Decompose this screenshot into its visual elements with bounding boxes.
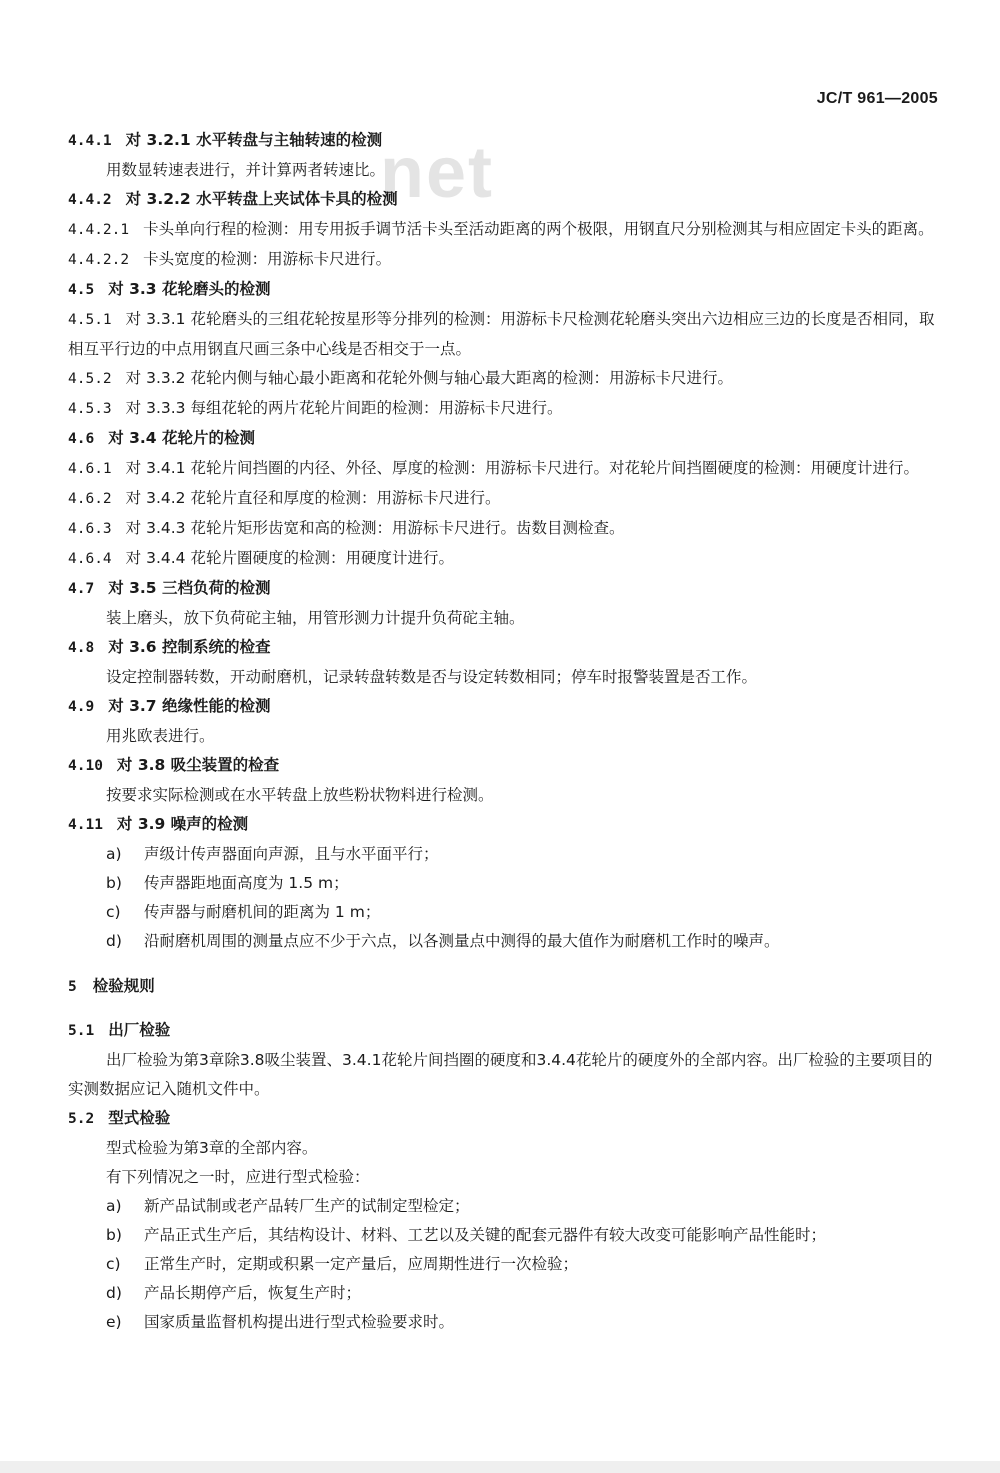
- clause-text: 对 3.4.1 花轮片间挡圈的内径、外径、厚度的检测：用游标卡尺进行。对花轮片间挡圈硬度的检测：用硬度计进行。: [125, 459, 919, 477]
- list-text: 传声器与耐磨机间的距离为 1 m；: [144, 903, 381, 921]
- clause-title: 对 3.3 花轮磨头的检测: [108, 280, 271, 298]
- clause-heading: [68, 751, 942, 781]
- standard-code: JC/T 961—2005: [816, 90, 938, 107]
- clause-text: 出厂检验的主要项目的实测数据应记入随机文件中。: [68, 1051, 933, 1098]
- clause-title: 对 3.2.1 水平转盘与主轴转速的检测: [125, 131, 383, 149]
- watermark: net: [380, 133, 494, 213]
- document-body: [68, 126, 942, 1337]
- clause-number: 4.5: [68, 282, 95, 298]
- clause-text: 出厂检验为第3章除3.8吸尘装置、3.4.1花轮片间挡圈的硬度和3.4.4花轮片的硬度外的全部内容。: [106, 1051, 778, 1069]
- clause-heading: [68, 1016, 942, 1046]
- clause-number: 5.2: [68, 1111, 95, 1127]
- list-label: e): [106, 1313, 122, 1331]
- clause-heading: [68, 633, 942, 663]
- clause-number: 4.6.1: [68, 461, 112, 477]
- clause-number: 4.4.2.1: [68, 222, 130, 238]
- clause-number: 4.5.2: [68, 371, 112, 387]
- list-item: [68, 1250, 942, 1279]
- clause-text: 卡头宽度的检测：用游标卡尺进行。: [143, 250, 392, 268]
- clause-text: 对 3.3.2 花轮内侧与轴心最小距离和花轮外侧与轴心最大距离的检测：用游标卡尺进行。: [125, 369, 733, 387]
- clause-paragraph: [68, 305, 942, 364]
- clause-title: 对 3.8 吸尘装置的检查: [116, 756, 280, 774]
- clause-number: 4.4.2: [68, 192, 112, 208]
- clause-title: 对 3.5 三档负荷的检测: [108, 579, 271, 597]
- clause-number: 4.6.4: [68, 551, 112, 567]
- clause-text: 对 3.4.3 花轮片矩形齿宽和高的检测：用游标卡尺进行。齿数目测检查。: [125, 519, 625, 537]
- list-text: 国家质量监督机构提出进行型式检验要求时。: [144, 1313, 455, 1331]
- clause-text: 设定控制器转数，开动耐磨机，记录转盘转数是否与设定转数相同；停车时报警装置是否工作。: [106, 668, 758, 686]
- clause-paragraph: [68, 514, 942, 544]
- list-label: c): [106, 1255, 121, 1273]
- list-text: 产品长期停产后，恢复生产时；: [144, 1284, 362, 1302]
- list-label: b): [106, 1226, 122, 1244]
- clause-heading: [68, 275, 942, 305]
- clause-number: 4.6.3: [68, 521, 112, 537]
- clause-heading: [68, 126, 942, 156]
- list-item: [68, 927, 942, 956]
- list-item: [68, 1192, 942, 1221]
- clause-title: 对 3.6 控制系统的检查: [108, 638, 271, 656]
- list-text: 新产品试制或老产品转厂生产的试制定型检定；: [144, 1197, 470, 1215]
- section-title: 检验规则: [92, 977, 155, 995]
- section-heading: [68, 972, 942, 1002]
- clause-heading: [68, 1104, 942, 1134]
- clause-text: 装上磨头，放下负荷砣主轴，用管形测力计提升负荷砣主轴。: [106, 609, 525, 627]
- clause-number: 4.8: [68, 640, 95, 656]
- page-bottom-edge: [0, 1461, 1000, 1473]
- list-item: [68, 1221, 942, 1250]
- clause-paragraph: [68, 364, 942, 394]
- clause-paragraph: [68, 215, 942, 245]
- clause-number: 4.7: [68, 581, 95, 597]
- clause-heading: [68, 810, 942, 840]
- clause-number: 4.4.1: [68, 133, 112, 149]
- clause-paragraph: [68, 394, 942, 424]
- list-text: 声级计传声器面向声源，且与水平面平行；: [144, 845, 439, 863]
- clause-title: 对 3.9 噪声的检测: [116, 815, 249, 833]
- list-item: [68, 1308, 942, 1337]
- clause-text: 卡头单向行程的检测：用专用扳手调节活卡头至活动距离的两个极限，用钢直尺分别检测其与相应固定卡头的距离。: [143, 220, 934, 238]
- list-text: 沿耐磨机周围的测量点应不少于六点，以各测量点中测得的最大值作为耐磨机工作时的噪声。: [144, 932, 780, 950]
- clause-number: 4.9: [68, 699, 95, 715]
- list-label: a): [106, 845, 122, 863]
- clause-number: 4.6: [68, 431, 95, 447]
- clause-number: 4.4.2.2: [68, 252, 130, 268]
- list-text: 产品正式生产后，其结构设计、材料、工艺以及关键的配套元器件有较大改变可能影响产品性能时；: [144, 1226, 827, 1244]
- clause-paragraph: [68, 544, 942, 574]
- list-item: [68, 869, 942, 898]
- clause-number: 5.1: [68, 1023, 95, 1039]
- clause-title: 对 3.7 绝缘性能的检测: [108, 697, 271, 715]
- clause-text: 对 3.4.4 花轮片圈硬度的检测：用硬度计进行。: [125, 549, 454, 567]
- clause-title: 对 3.2.2 水平转盘上夹试体卡具的检测: [125, 190, 398, 208]
- clause-number: 4.11: [68, 817, 103, 833]
- clause-heading: [68, 574, 942, 604]
- clause-number: 4.5.3: [68, 401, 112, 417]
- clause-text: 用兆欧表进行。: [106, 727, 215, 745]
- clause-paragraph: [68, 245, 942, 275]
- clause-text: 对 3.4.2 花轮片直径和厚度的检测：用游标卡尺进行。: [125, 489, 501, 507]
- list-text: 传声器距地面高度为 1.5 m；: [144, 874, 349, 892]
- clause-title: 对 3.4 花轮片的检测: [108, 429, 255, 447]
- clause-text: 型式检验为第3章的全部内容。: [106, 1139, 318, 1157]
- clause-paragraph: [68, 484, 942, 514]
- list-item: [68, 1279, 942, 1308]
- clause-number: 4.6.2: [68, 491, 112, 507]
- clause-heading: [68, 185, 942, 215]
- list-label: b): [106, 874, 122, 892]
- list-item: [68, 898, 942, 927]
- list-label: c): [106, 903, 121, 921]
- list-text: 正常生产时，定期或积累一定产量后，应周期性进行一次检验；: [144, 1255, 579, 1273]
- clause-text: 对 3.3.3 每组花轮的两片花轮片间距的检测：用游标卡尺进行。: [125, 399, 563, 417]
- clause-text: 按要求实际检测或在水平转盘上放些粉状物料进行检测。: [106, 786, 494, 804]
- list-label: a): [106, 1197, 122, 1215]
- list-label: d): [106, 932, 122, 950]
- clause-paragraph: [68, 1046, 942, 1104]
- clause-title: 型式检验: [108, 1109, 171, 1127]
- clause-heading: [68, 692, 942, 722]
- clause-text: 有下列情况之一时，应进行型式检验：: [106, 1168, 370, 1186]
- clause-paragraph: [68, 454, 942, 484]
- clause-text: 用数显转速表进行，并计算两者转速比。: [106, 161, 386, 179]
- list-label: d): [106, 1284, 122, 1302]
- list-item: [68, 840, 942, 869]
- section-number: 5: [68, 979, 77, 995]
- clause-title: 出厂检验: [108, 1021, 171, 1039]
- clause-text: 对 3.3.1 花轮磨头的三组花轮按星形等分排列的检测：用游标卡尺检测花轮磨头突出六边相应三边的长度是否相同，取相互平行边的中点用钢直尺画三条中心线是否相交于一点。: [68, 310, 935, 358]
- clause-number: 4.5.1: [68, 312, 112, 328]
- clause-number: 4.10: [68, 758, 103, 774]
- clause-heading: [68, 424, 942, 454]
